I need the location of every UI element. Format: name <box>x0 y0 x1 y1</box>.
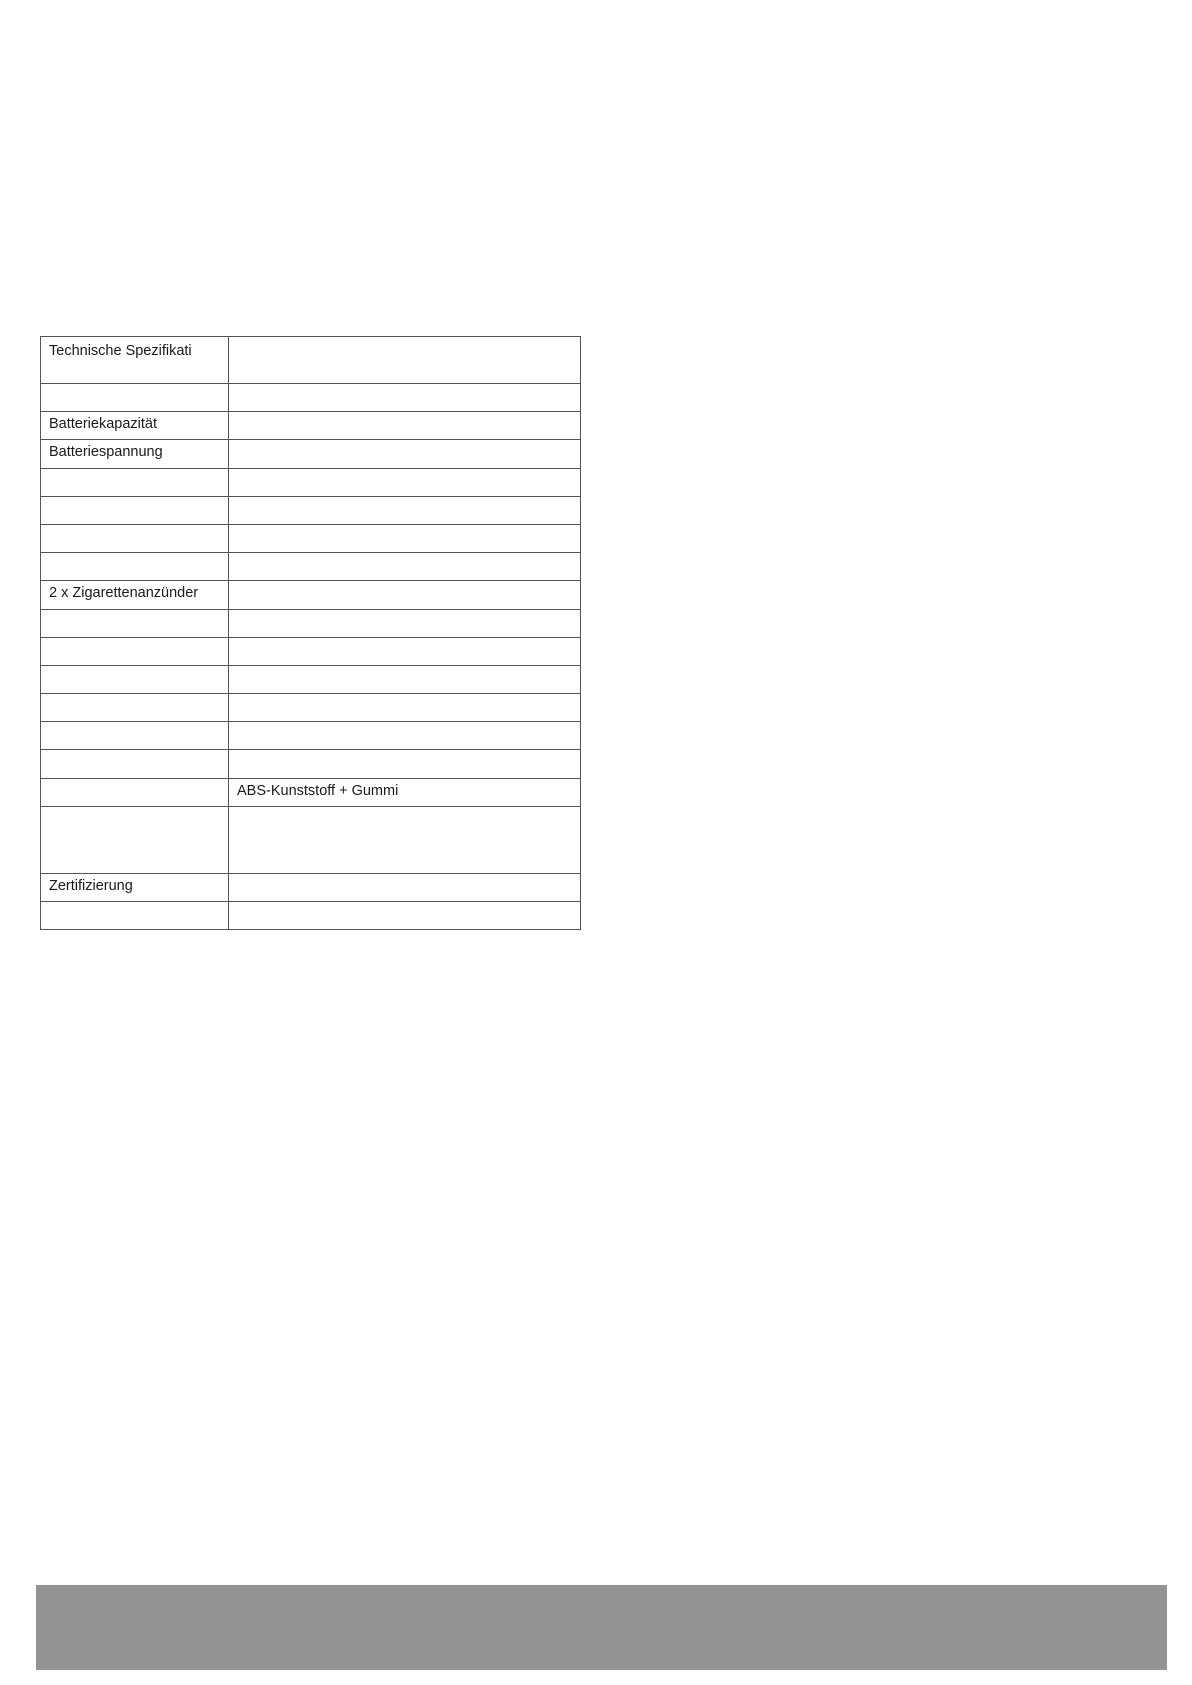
spec-label <box>41 806 229 873</box>
spec-value <box>229 337 581 384</box>
table-row <box>41 637 581 665</box>
spec-label <box>41 496 229 524</box>
table-row <box>41 873 581 901</box>
spec-value <box>229 750 581 778</box>
table-row <box>41 440 581 468</box>
spec-label <box>41 468 229 496</box>
table-row <box>41 694 581 722</box>
technical-specifications-table <box>40 336 581 930</box>
spec-value <box>229 553 581 581</box>
spec-label: Batteriekapazität <box>41 412 229 440</box>
table-row <box>41 778 581 806</box>
spec-label: Zertifizierung <box>41 873 229 901</box>
table-row <box>41 665 581 693</box>
spec-value <box>229 902 581 930</box>
table-row <box>41 496 581 524</box>
spec-label <box>41 722 229 750</box>
spec-label <box>41 694 229 722</box>
spec-label: Technische Spezifikati <box>41 337 229 384</box>
spec-label <box>41 750 229 778</box>
spec-label <box>41 778 229 806</box>
spec-value <box>229 496 581 524</box>
table-row <box>41 750 581 778</box>
table-row <box>41 337 581 384</box>
spec-value <box>229 694 581 722</box>
spec-label: Batteriespannung <box>41 440 229 468</box>
spec-value <box>229 806 581 873</box>
spec-value <box>229 468 581 496</box>
table-row <box>41 412 581 440</box>
spec-label <box>41 637 229 665</box>
footer-bar <box>36 1585 1167 1670</box>
spec-value <box>229 873 581 901</box>
table-row <box>41 384 581 412</box>
spec-label <box>41 902 229 930</box>
spec-label: 2 x Zigarettenanzünder <box>41 581 229 609</box>
spec-value <box>229 440 581 468</box>
spec-value <box>229 581 581 609</box>
table-row <box>41 806 581 873</box>
spec-label <box>41 553 229 581</box>
table-row <box>41 581 581 609</box>
spec-label <box>41 384 229 412</box>
spec-value <box>229 665 581 693</box>
spec-value <box>229 722 581 750</box>
spec-value <box>229 412 581 440</box>
table-row <box>41 722 581 750</box>
table-row <box>41 524 581 552</box>
table-row <box>41 902 581 930</box>
spec-value: ABS-Kunststoff + Gummi <box>229 778 581 806</box>
spec-value <box>229 609 581 637</box>
spec-value <box>229 384 581 412</box>
spec-value <box>229 524 581 552</box>
spec-value <box>229 637 581 665</box>
table-row <box>41 609 581 637</box>
spec-label <box>41 665 229 693</box>
spec-label <box>41 524 229 552</box>
table-row <box>41 553 581 581</box>
spec-label <box>41 609 229 637</box>
table-row <box>41 468 581 496</box>
